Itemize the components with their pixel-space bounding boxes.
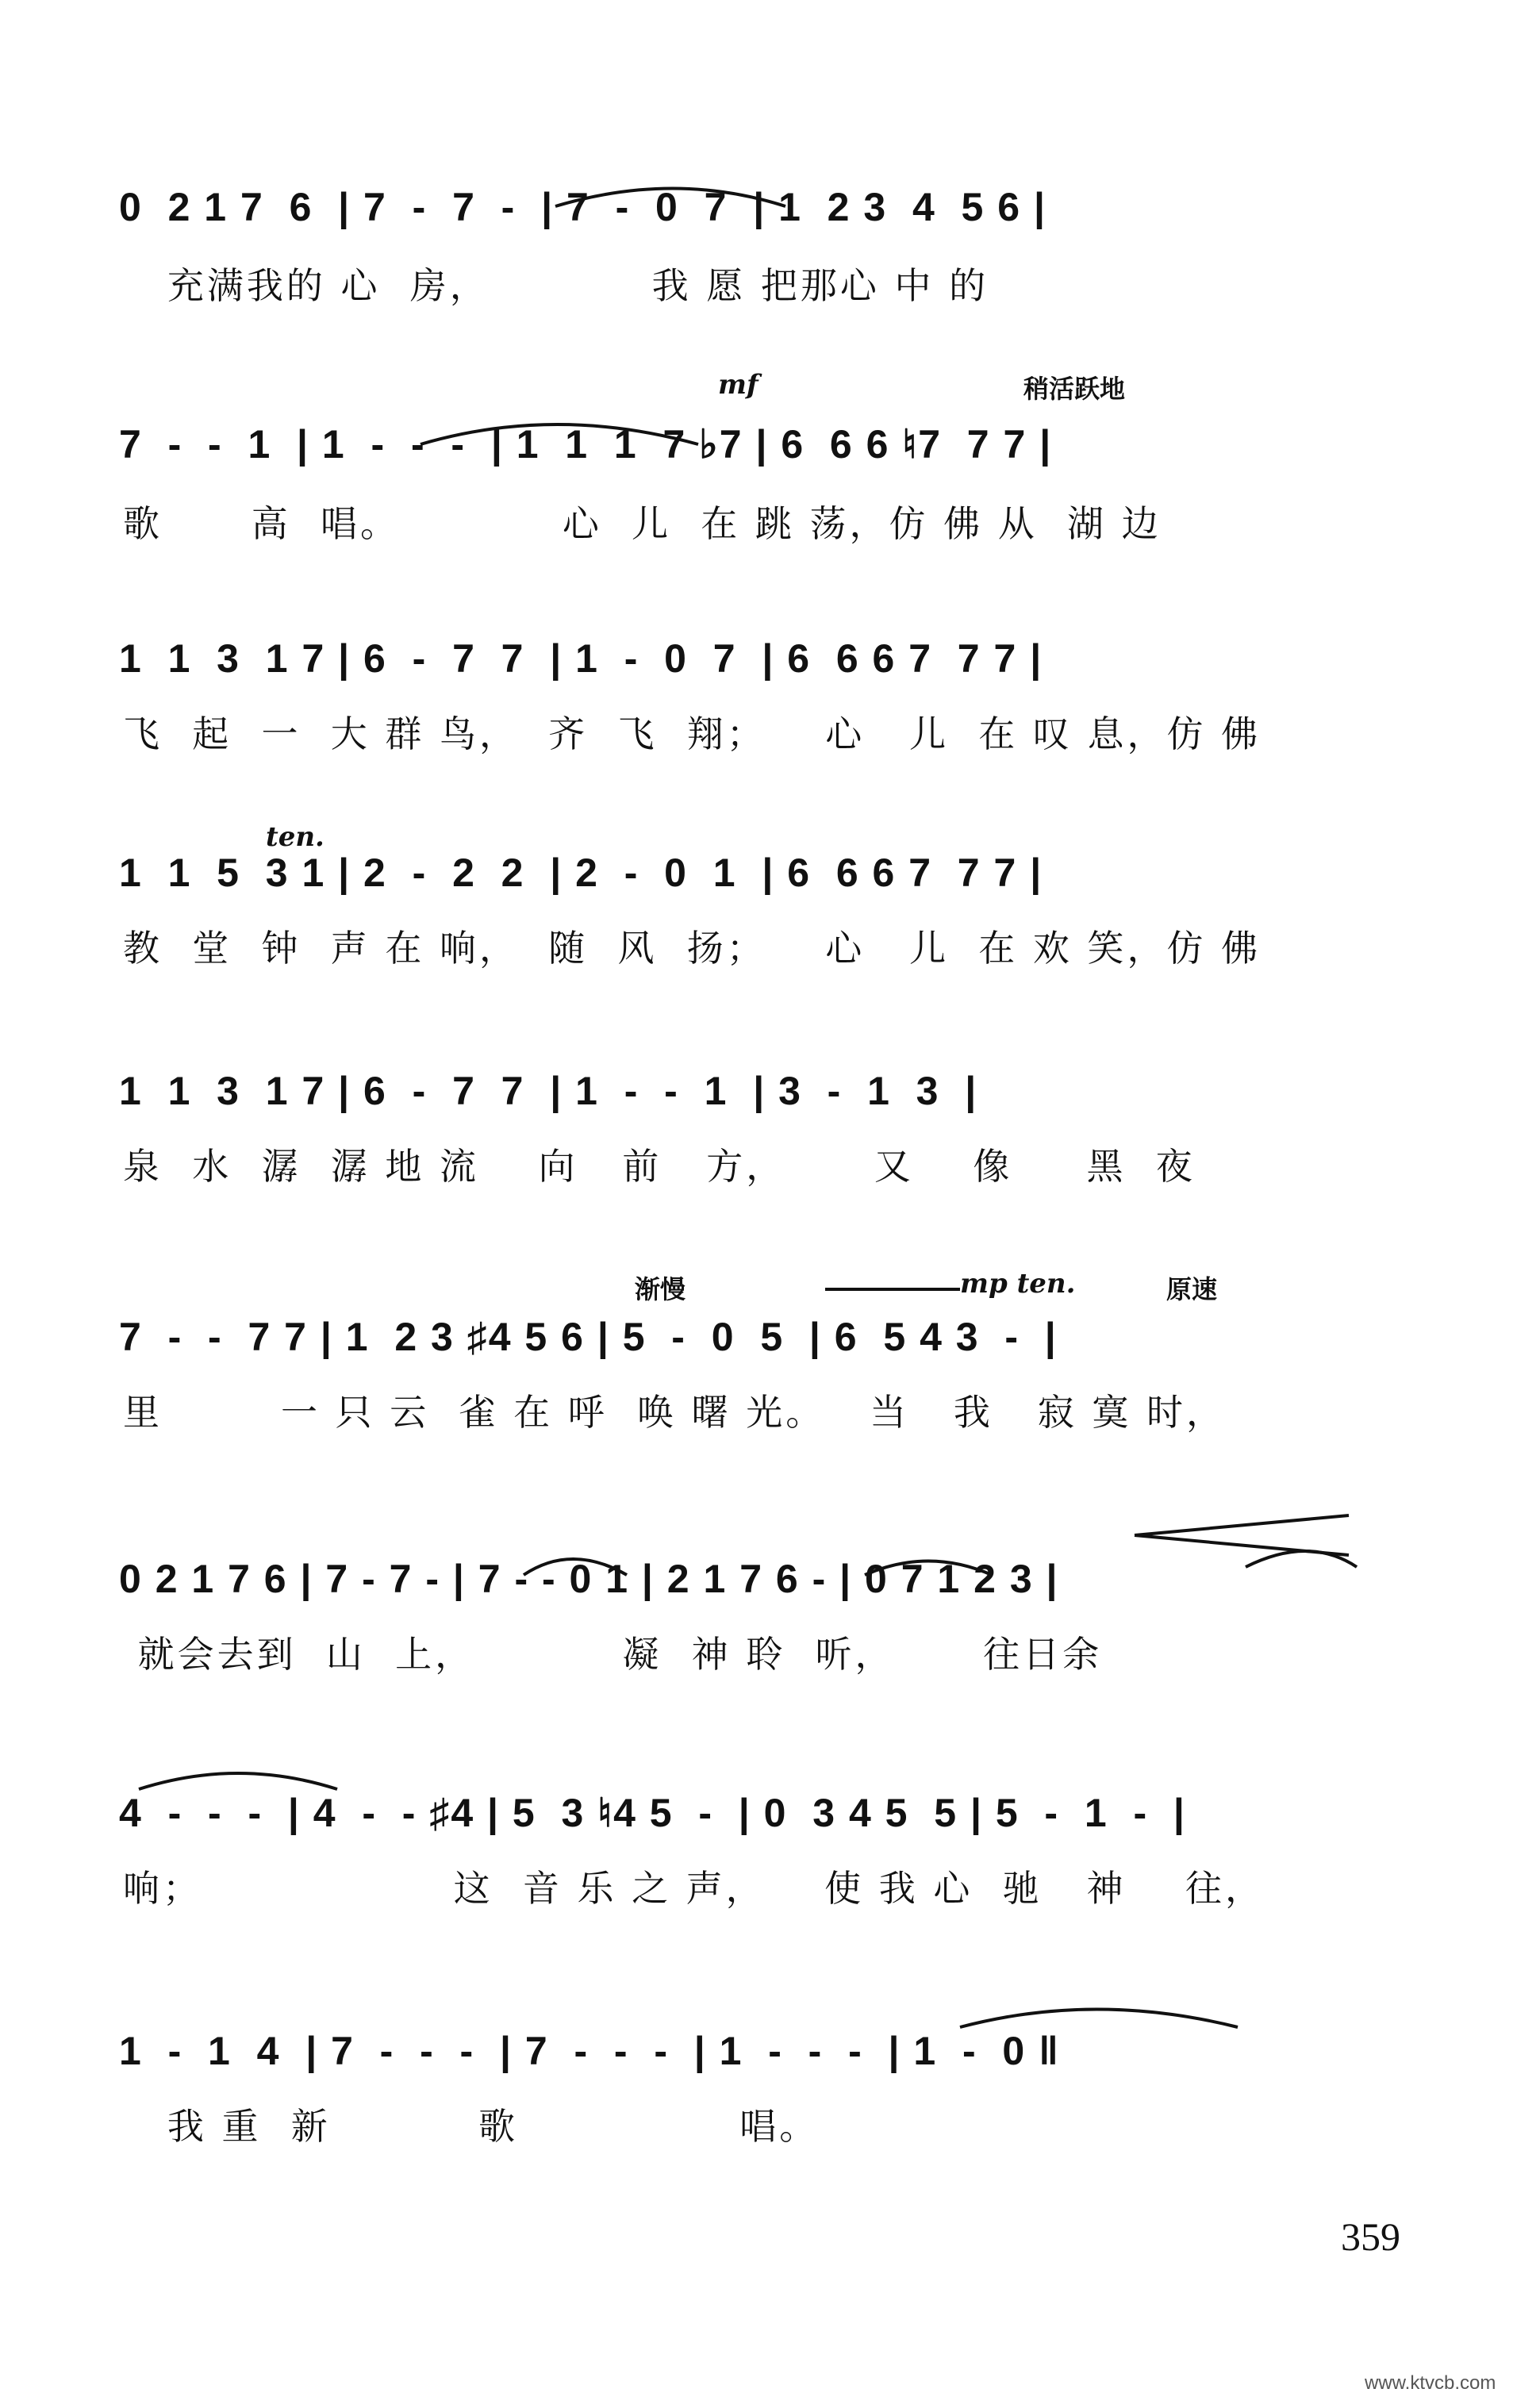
lyrics-line-7: 就会去到 山 上， 凝 神 聆 听， 往日余: [123, 1633, 1103, 1676]
lyrics-line-2: 歌 高 唱。 心 儿 在 跳 荡，仿 佛 从 湖 边: [123, 502, 1162, 545]
lyrics-line-4: 教 堂 钟 声 在 响， 随 风 扬； 心 儿 在 欢 笑，仿 佛: [123, 927, 1262, 970]
notes-line-2: 7 - - 1 | 1 - - - | 1 1 1 7 ♭7 | 6 6 6 ♮7 7 7 |: [119, 422, 1053, 467]
lyrics-line-6: 里 一 只 云 雀 在 呼 唤 曙 光。 当 我 寂 寞 时，: [123, 1391, 1227, 1434]
mark-mp-ten: mp ten.: [960, 1268, 1076, 1300]
lyrics-line-5: 泉 水 潺 潺 地 流 向 前 方， 又 像 黑 夜: [123, 1145, 1196, 1188]
lyrics-line-9: 我 重 新 歌 唱。: [123, 2105, 820, 2148]
lyrics-line-8: 响； 这 音 乐 之 声， 使 我 心 驰 神 往，: [123, 1867, 1265, 1910]
mark-mf: mf: [718, 369, 758, 401]
mark-rit: 渐慢: [635, 1274, 686, 1304]
watermark: www.ktvcb.com: [1365, 2372, 1496, 2394]
notes-line-1: 0 2 1 7 6 | 7 - 7 - | 7 - 0 7 | 1 2 3 4 5 6 |: [119, 185, 1047, 229]
mark-ten: ten.: [266, 821, 325, 853]
mark-lively: 稍活跃地: [1023, 374, 1126, 404]
notes-line-8: 4 - - - | 4 - - ♯4 | 5 3 ♮4 5 - | 0 3 4 5 5 | 5 - 1 - |: [119, 1791, 1186, 1835]
notes-line-6: 7 - - 7 7 | 1 2 3 ♯4 5 6 | 5 - 0 5 | 6 5 4 3 - |: [119, 1315, 1058, 1359]
notes-line-5: 1 1 3 1 7 | 6 - 7 7 | 1 - - 1 | 3 - 1 3 |: [119, 1069, 978, 1113]
notes-line-4: 1 1 5 3 1 | 2 - 2 2 | 2 - 0 1 | 6 6 6 7 7 7 |: [119, 851, 1043, 895]
notes-line-7: 0 2 1 7 6 | 7 - 7 - | 7 - - 0 1 | 2 1 7 6 - | 0 7 1 2 3 |: [119, 1557, 1059, 1601]
notes-line-3: 1 1 3 1 7 | 6 - 7 7 | 1 - 0 7 | 6 6 6 7 7 7 |: [119, 636, 1043, 681]
notes-line-9: 1 - 1 4 | 7 - - - | 7 - - - | 1 - - - | 1 - 0 ‖: [119, 2029, 1061, 2073]
lyrics-line-1: 充满我的 心 房， 我 愿 把那心 中 的: [123, 264, 989, 307]
lyrics-line-3: 飞 起 一 大 群 鸟， 齐 飞 翔； 心 儿 在 叹 息，仿 佛: [123, 712, 1262, 755]
mark-a-tempo: 原速: [1166, 1274, 1218, 1304]
page-number: 359: [1341, 2214, 1400, 2259]
